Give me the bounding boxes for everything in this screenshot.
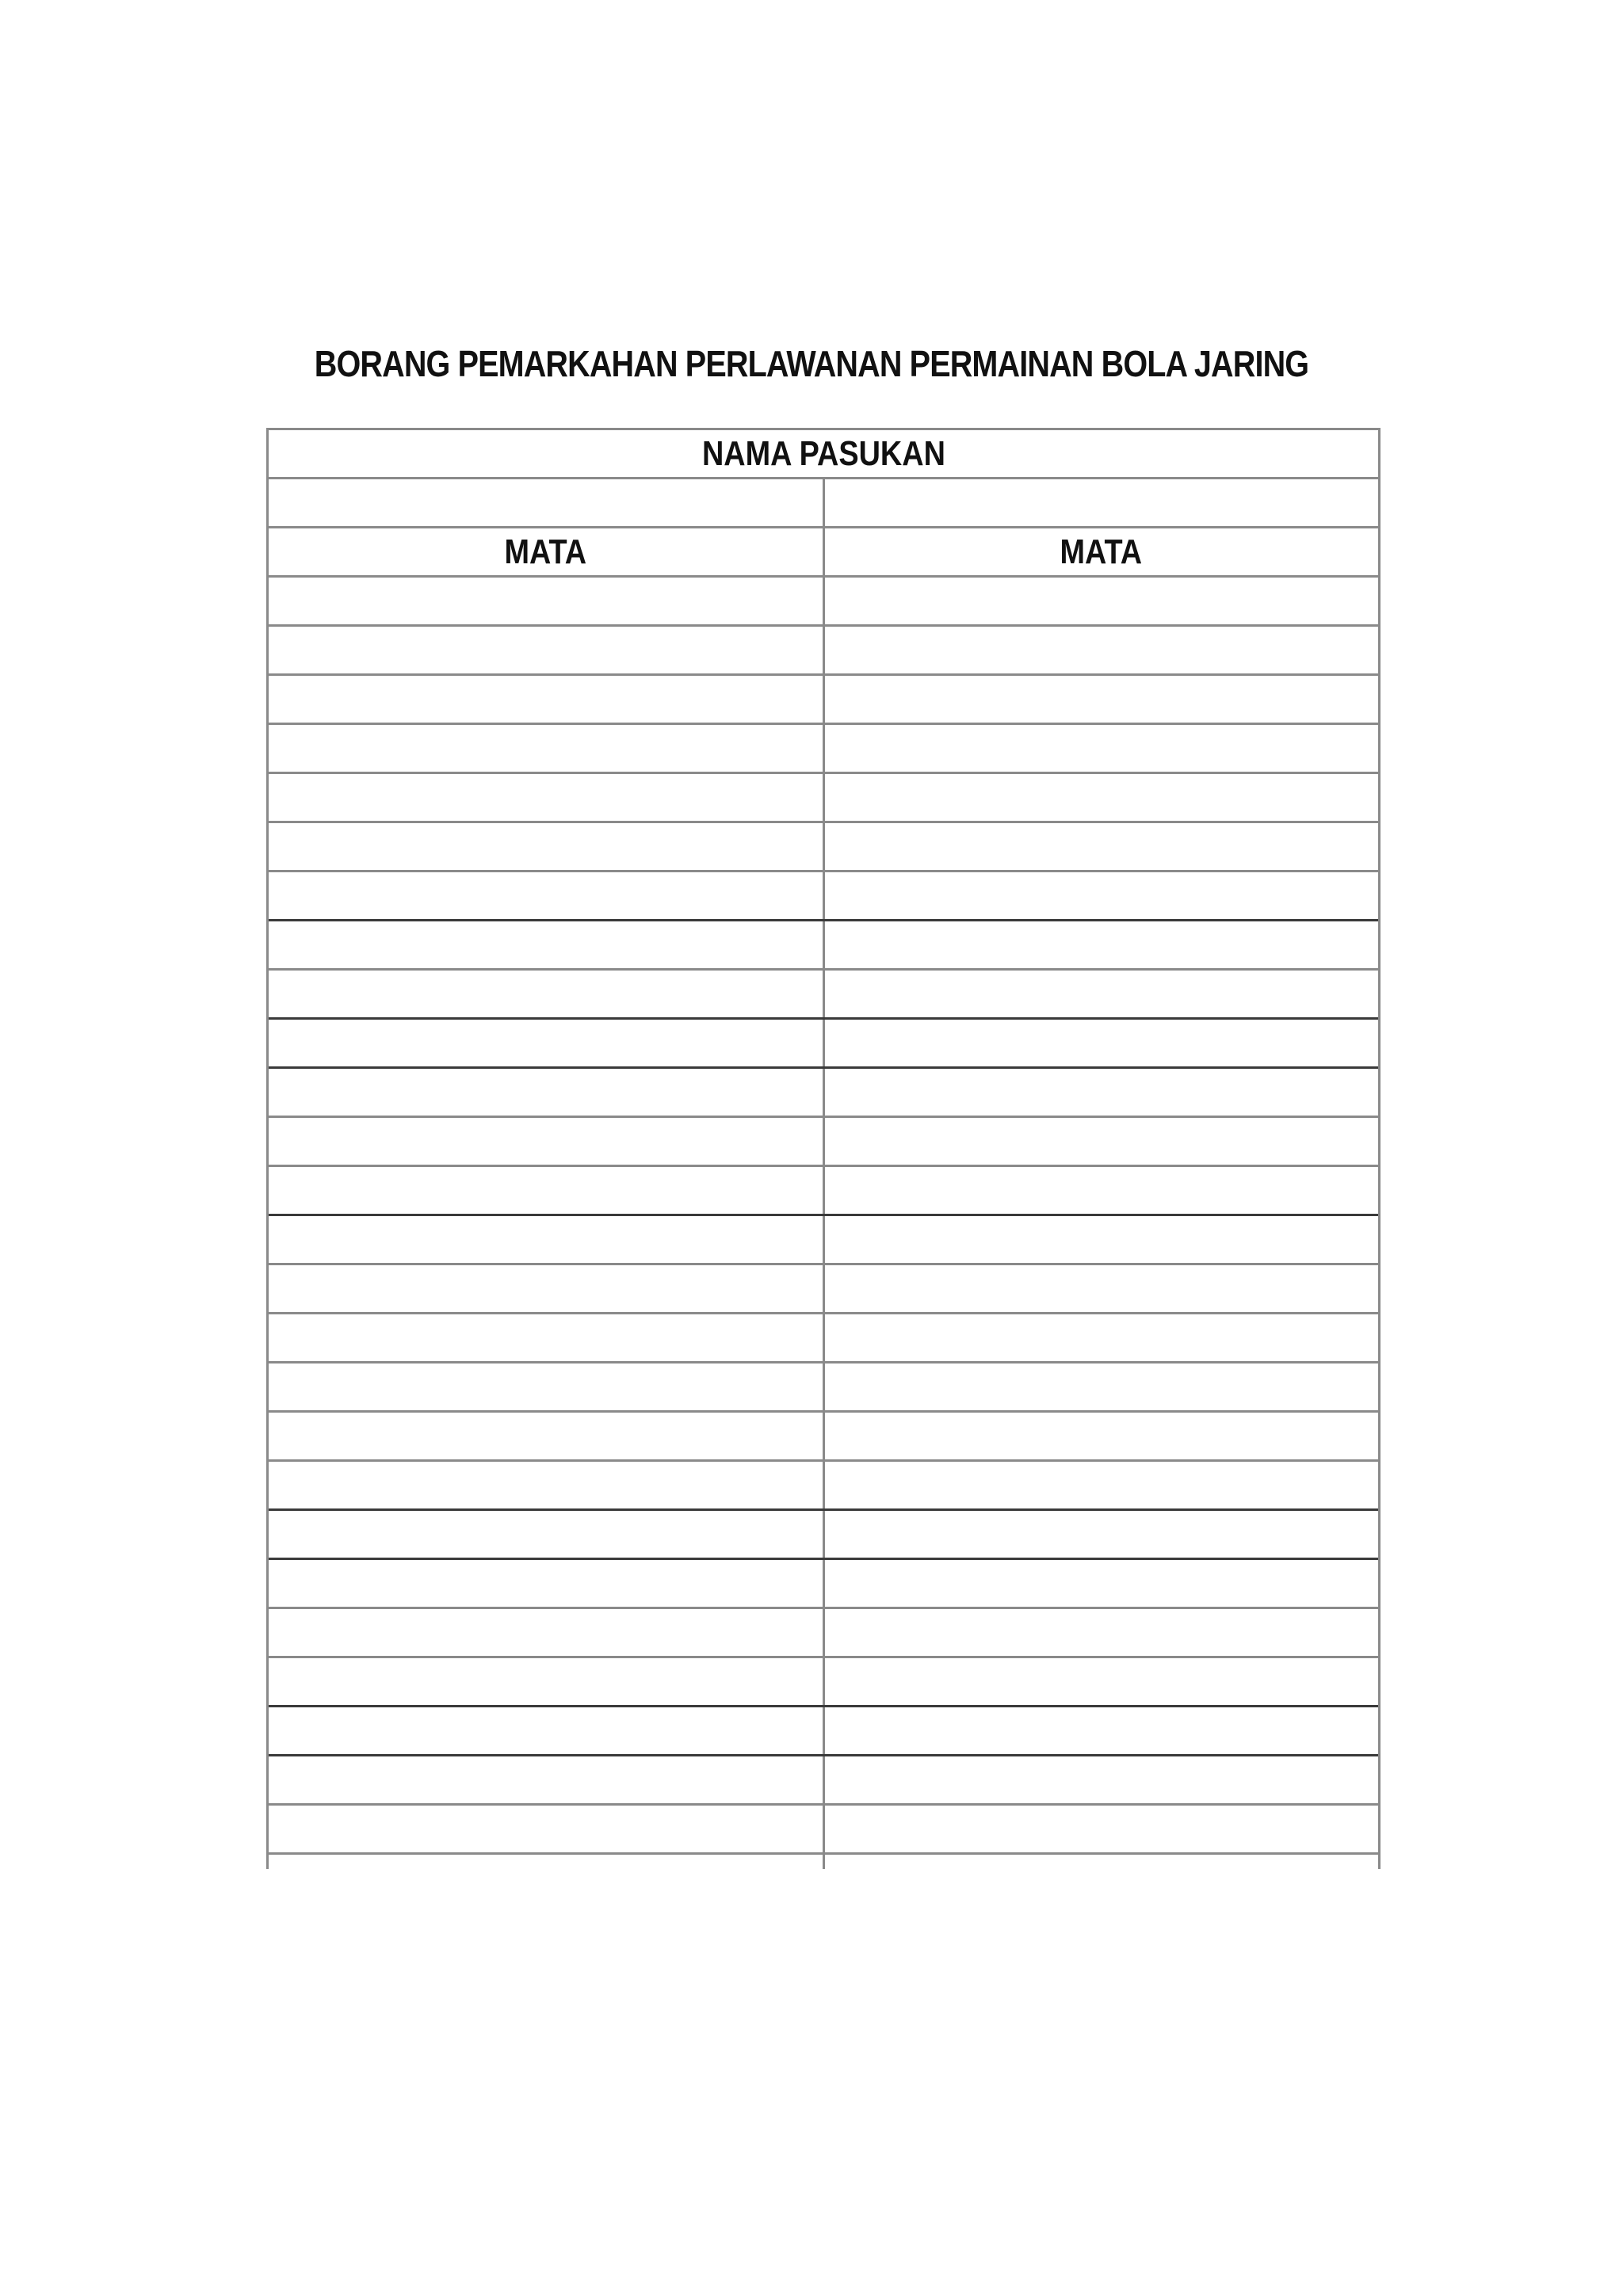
team-name-cell-left[interactable] [269, 479, 823, 526]
table-row [269, 725, 1378, 774]
table-row [269, 1609, 1378, 1658]
score-cell-right[interactable] [823, 1265, 1379, 1312]
score-cell-left[interactable] [269, 774, 823, 821]
score-cell-left[interactable] [269, 921, 823, 968]
table-row [269, 627, 1378, 676]
score-cell-right[interactable] [823, 676, 1379, 723]
table-row [269, 1363, 1378, 1413]
column-header-left [269, 528, 823, 575]
table-tail-right [823, 1855, 1379, 1869]
score-cell-right[interactable] [823, 1363, 1379, 1410]
score-cell-right[interactable] [823, 1756, 1379, 1803]
table-row [269, 1020, 1378, 1069]
score-cell-right[interactable] [823, 1511, 1379, 1558]
score-cell-right[interactable] [823, 1167, 1379, 1214]
table-row [269, 971, 1378, 1020]
table-tail-row [269, 1855, 1378, 1869]
score-cell-left[interactable] [269, 872, 823, 919]
table-row [269, 921, 1378, 971]
table-row [269, 578, 1378, 627]
table-row [269, 1265, 1378, 1314]
score-cell-left[interactable] [269, 1560, 823, 1607]
table-row [269, 872, 1378, 921]
table-row [269, 1167, 1378, 1216]
table-row [269, 1658, 1378, 1707]
score-cell-left[interactable] [269, 1609, 823, 1656]
score-cell-left[interactable] [269, 971, 823, 1017]
team-header-row [269, 430, 1378, 479]
score-cell-left[interactable] [269, 725, 823, 772]
score-cell-right[interactable] [823, 1118, 1379, 1165]
score-cell-left[interactable] [269, 1363, 823, 1410]
score-cell-right[interactable] [823, 1707, 1379, 1754]
score-cell-right[interactable] [823, 725, 1379, 772]
table-row [269, 774, 1378, 823]
team-header-label: NAMA PASUKAN [701, 433, 945, 473]
score-cell-left[interactable] [269, 1314, 823, 1361]
score-cell-left[interactable] [269, 1806, 823, 1852]
column-header-left-label: MATA [504, 532, 587, 571]
score-cell-left[interactable] [269, 1118, 823, 1165]
score-cell-right[interactable] [823, 1069, 1379, 1116]
score-cell-right[interactable] [823, 1560, 1379, 1607]
score-cell-left[interactable] [269, 1756, 823, 1803]
column-header-right-label: MATA [1060, 532, 1143, 571]
score-cell-left[interactable] [269, 578, 823, 624]
score-cell-left[interactable] [269, 1265, 823, 1312]
score-cell-left[interactable] [269, 1167, 823, 1214]
score-table [266, 428, 1381, 1869]
table-row [269, 1806, 1378, 1855]
table-row [269, 1216, 1378, 1265]
score-cell-left[interactable] [269, 1462, 823, 1508]
column-header-row [269, 528, 1378, 578]
score-cell-right[interactable] [823, 627, 1379, 673]
score-cell-right[interactable] [823, 921, 1379, 968]
score-cell-right[interactable] [823, 971, 1379, 1017]
team-header-cell [269, 430, 1378, 477]
score-cell-right[interactable] [823, 1609, 1379, 1656]
score-cell-right[interactable] [823, 823, 1379, 870]
table-row [269, 1069, 1378, 1118]
team-name-row [269, 479, 1378, 528]
score-rows [269, 578, 1378, 1855]
table-row [269, 1511, 1378, 1560]
score-cell-right[interactable] [823, 1314, 1379, 1361]
score-cell-right[interactable] [823, 1216, 1379, 1263]
score-cell-left[interactable] [269, 1511, 823, 1558]
score-cell-right[interactable] [823, 1413, 1379, 1459]
score-cell-right[interactable] [823, 578, 1379, 624]
table-row [269, 1707, 1378, 1756]
table-tail-left [269, 1855, 823, 1869]
team-name-cell-right[interactable] [823, 479, 1379, 526]
score-cell-right[interactable] [823, 1462, 1379, 1508]
score-cell-right[interactable] [823, 1020, 1379, 1066]
score-cell-right[interactable] [823, 872, 1379, 919]
column-header-right [823, 528, 1379, 575]
score-cell-left[interactable] [269, 627, 823, 673]
score-cell-left[interactable] [269, 1216, 823, 1263]
table-row [269, 1756, 1378, 1806]
score-cell-right[interactable] [823, 774, 1379, 821]
table-row [269, 1118, 1378, 1167]
table-row [269, 1413, 1378, 1462]
score-cell-left[interactable] [269, 1658, 823, 1705]
table-row [269, 676, 1378, 725]
score-cell-left[interactable] [269, 1020, 823, 1066]
table-row [269, 823, 1378, 872]
score-cell-left[interactable] [269, 1413, 823, 1459]
table-row [269, 1314, 1378, 1363]
score-cell-right[interactable] [823, 1658, 1379, 1705]
score-cell-left[interactable] [269, 1707, 823, 1754]
score-cell-right[interactable] [823, 1806, 1379, 1852]
score-cell-left[interactable] [269, 823, 823, 870]
table-row [269, 1560, 1378, 1609]
document-title: BORANG PEMARKAHAN PERLAWANAN PERMAINAN BOLA JARING [314, 343, 1309, 384]
score-cell-left[interactable] [269, 1069, 823, 1116]
score-cell-left[interactable] [269, 676, 823, 723]
table-row [269, 1462, 1378, 1511]
